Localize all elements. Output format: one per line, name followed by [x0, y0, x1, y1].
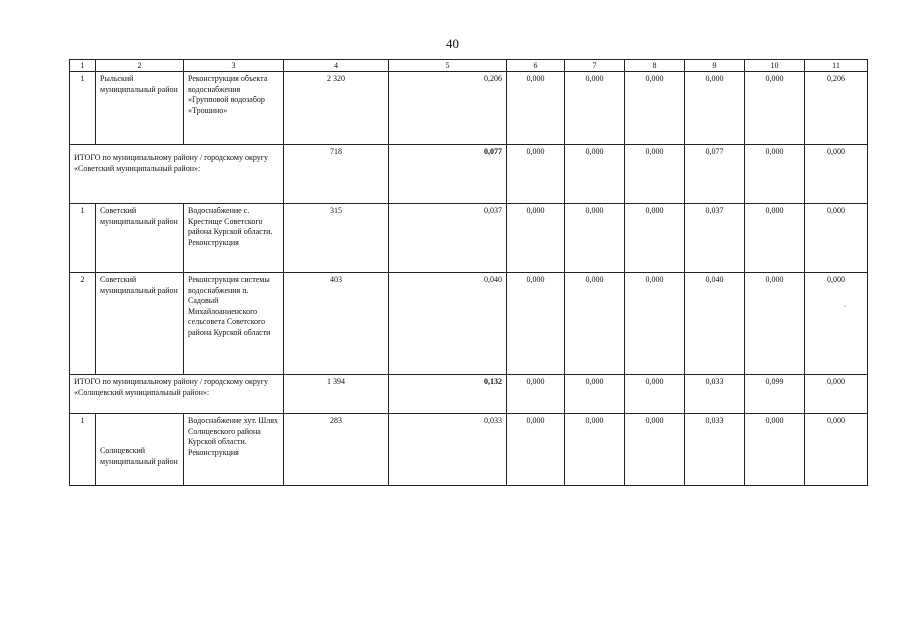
value-cell-9: 0,000 [685, 72, 745, 145]
value-cell-7: 0,000 [565, 72, 625, 145]
value-cell-4: 315 [284, 204, 389, 273]
district-cell [96, 414, 184, 486]
object-cell: Реконструкция системы водоснабжения п. Садовый Михайлоаниенского сельсовета Советского района Курской области [184, 273, 284, 375]
value-cell-6: 0,000 [507, 204, 565, 273]
district-cell: Советский муниципальный район [96, 204, 184, 273]
row-number: 2 [70, 273, 96, 375]
value-cell-8: 0,000 [625, 273, 685, 375]
header-cell: 4 [284, 60, 389, 72]
table-row [70, 414, 868, 486]
value-cell-10: 0,000 [745, 72, 805, 145]
value-cell-5: 0,033 [389, 414, 507, 486]
value-cell-8: 0,000 [625, 375, 685, 414]
value-cell-9: 0,037 [685, 204, 745, 273]
table-row [70, 204, 868, 273]
value-cell-4: 718 [284, 145, 389, 204]
value-cell-10: 0,000 [745, 204, 805, 273]
investment-table [69, 59, 868, 486]
header-cell: 6 [507, 60, 565, 72]
value-cell-11: 0,206 [805, 72, 868, 145]
value-cell-9: 0,033 [685, 414, 745, 486]
total-label-text: ИТОГО по муниципальному району / городскому округу «Советский муниципальный район»: [74, 153, 269, 173]
header-cell: 8 [625, 60, 685, 72]
value-cell-6: 0,000 [507, 273, 565, 375]
district-cell: Рыльский муниципальный район [96, 72, 184, 145]
total-row [70, 375, 868, 414]
value-cell-9: 0,033 [685, 375, 745, 414]
district-cell: Советский муниципальный район [96, 273, 184, 375]
value-cell-10: 0,000 [745, 414, 805, 486]
object-cell: Реконструкция объекта водоснабжения «Групповой водозабор «Трошино» [184, 72, 284, 145]
value-cell-5: 0,132 [389, 375, 507, 414]
value-cell-6: 0,000 [507, 145, 565, 204]
value-cell-11 [805, 273, 868, 375]
value-cell-6: 0,000 [507, 414, 565, 486]
row-number: 1 [70, 204, 96, 273]
value-cell-4: 1 394 [284, 375, 389, 414]
total-row [70, 145, 868, 204]
value-cell-11-text: 0,000 [827, 275, 845, 284]
header-cell: 11 [805, 60, 868, 72]
header-cell: 10 [745, 60, 805, 72]
header-cell: 9 [685, 60, 745, 72]
value-cell-8: 0,000 [625, 204, 685, 273]
value-cell-7: 0,000 [565, 375, 625, 414]
value-cell-5: 0,077 [389, 145, 507, 204]
object-cell: Водоснабжение хут. Шлях Солнцевского района Курской области. Реконструкция [184, 414, 284, 486]
header-cell: 2 [96, 60, 184, 72]
value-cell-8: 0,000 [625, 72, 685, 145]
value-cell-11: 0,000 [805, 204, 868, 273]
value-cell-10: 0,000 [745, 273, 805, 375]
object-cell: Водоснабжение с. Крестище Советского района Курской области. Реконструкция [184, 204, 284, 273]
header-cell: 5 [389, 60, 507, 72]
value-cell-11: 0,000 [805, 145, 868, 204]
header-cell: 1 [70, 60, 96, 72]
value-cell-11: 0,000 [805, 375, 868, 414]
row-number: 1 [70, 414, 96, 486]
header-cell: 3 [184, 60, 284, 72]
value-cell-9: 0,077 [685, 145, 745, 204]
total-label [70, 145, 284, 204]
value-cell-7: 0,000 [565, 204, 625, 273]
value-cell-8: 0,000 [625, 145, 685, 204]
table-row [70, 72, 868, 145]
value-cell-7: 0,000 [565, 145, 625, 204]
value-cell-5: 0,037 [389, 204, 507, 273]
value-cell-6: 0,000 [507, 375, 565, 414]
value-cell-6: 0,000 [507, 72, 565, 145]
value-cell-11: 0,000 [805, 414, 868, 486]
value-cell-9: 0,040 [685, 273, 745, 375]
row-number: 1 [70, 72, 96, 145]
value-cell-10: 0,000 [745, 145, 805, 204]
district-text: Солнцевский муниципальный район [100, 446, 178, 466]
value-cell-4: 403 [284, 273, 389, 375]
page-number: 40 [446, 36, 459, 51]
stray-mark: · [843, 301, 847, 311]
value-cell-4: 2 320 [284, 72, 389, 145]
table-header-row [70, 60, 868, 72]
table-row [70, 273, 868, 375]
value-cell-5: 0,040 [389, 273, 507, 375]
header-cell: 7 [565, 60, 625, 72]
value-cell-10: 0,099 [745, 375, 805, 414]
value-cell-8: 0,000 [625, 414, 685, 486]
value-cell-4: 283 [284, 414, 389, 486]
value-cell-5: 0,206 [389, 72, 507, 145]
value-cell-7: 0,000 [565, 414, 625, 486]
total-label: ИТОГО по муниципальному району / городскому округу «Солнцевский муниципальный район»: [70, 375, 284, 414]
value-cell-7: 0,000 [565, 273, 625, 375]
